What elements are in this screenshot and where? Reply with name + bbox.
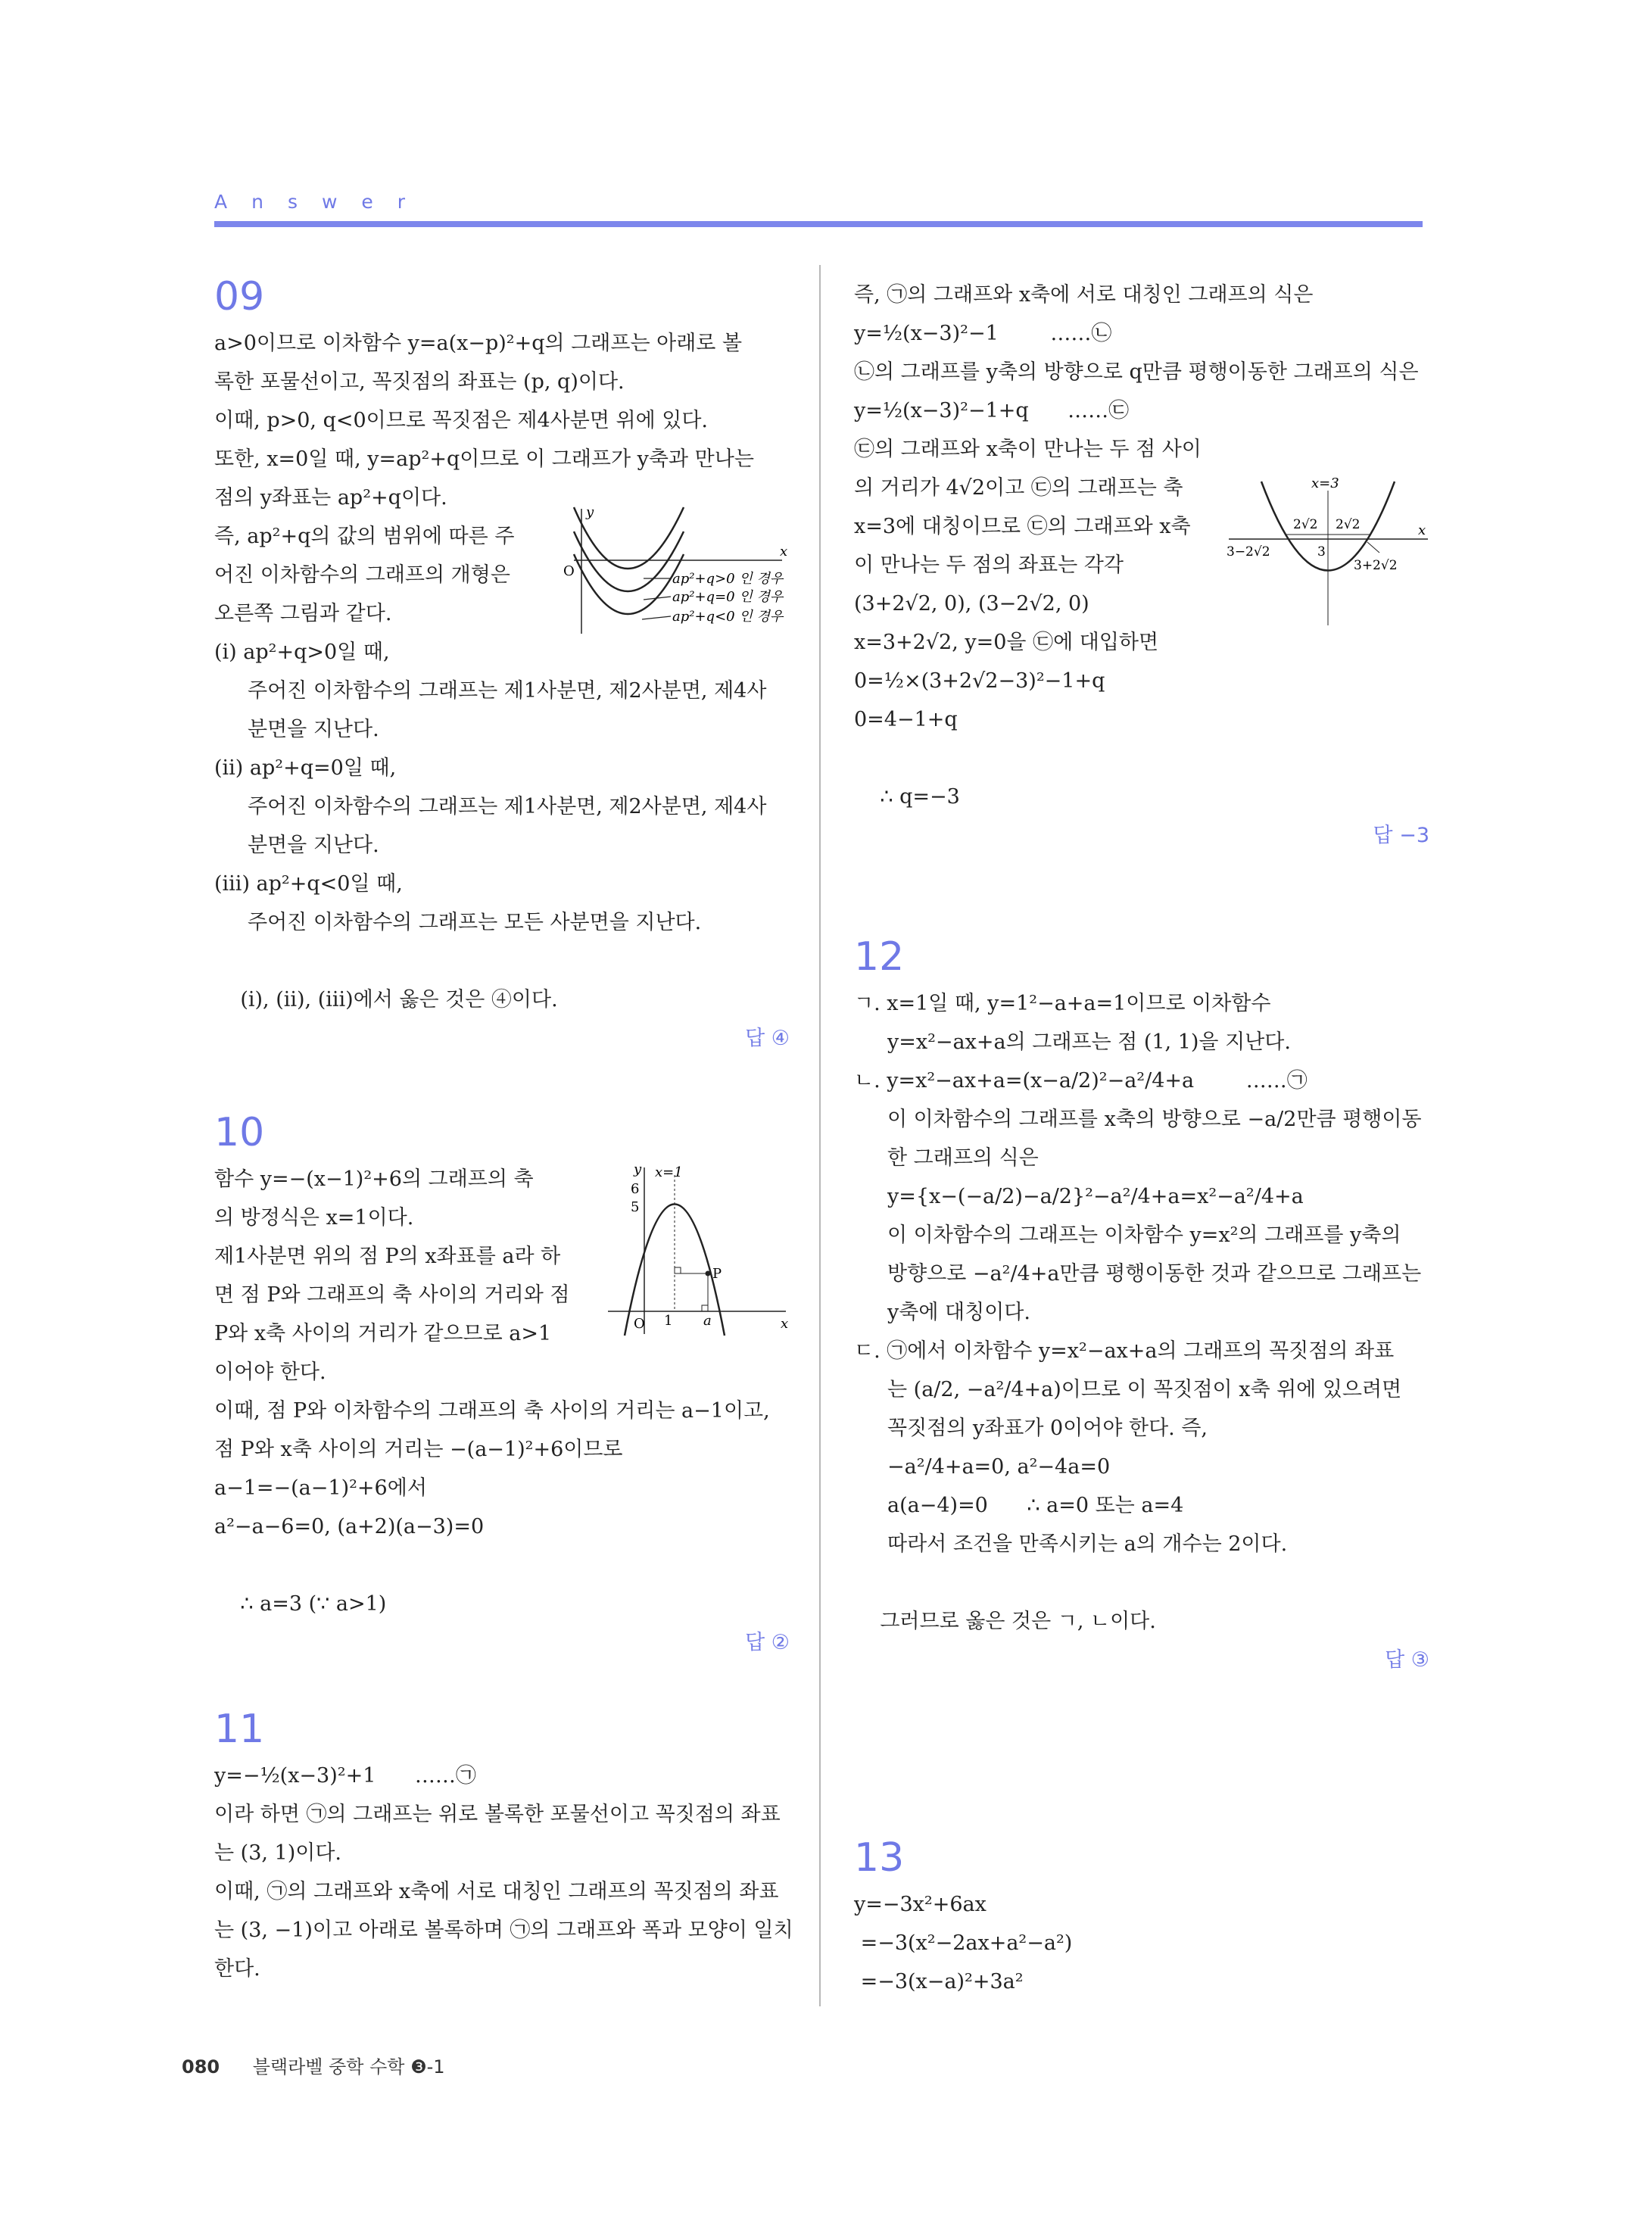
text-line: a−1=−(a−1)²+6에서: [214, 1476, 427, 1500]
text-line: 이때, 점 P와 이차함수의 그래프의 축 사이의 거리는 a−1이고,: [214, 1399, 770, 1423]
problem-number: 13: [854, 1835, 905, 1881]
tick-label-a: a: [703, 1313, 712, 1329]
answer-label: 답 −3: [1373, 824, 1429, 847]
text-line: 는 (3, 1)이다.: [214, 1841, 341, 1865]
text-line: ㄱ. x=1일 때, y=1²−a+a=1이므로 이차함수: [854, 992, 1271, 1015]
text-line: 는 (a/2, −a²/4+a)이므로 이 꼭짓점이 x축 위에 있으려면: [887, 1378, 1402, 1401]
text-line: 한 그래프의 식은: [887, 1146, 1039, 1170]
text-line: [214, 1546, 790, 1654]
tick-label-5: 5: [631, 1199, 640, 1215]
half-distance-right: 2√2: [1336, 517, 1361, 532]
problem-number: 12: [854, 934, 905, 980]
text-line: 점의 y좌표는 ap²+q이다.: [214, 486, 447, 510]
text-line: 오른쪽 그림과 같다.: [214, 602, 392, 625]
text-line: 함수 y=−(x−1)²+6의 그래프의 축: [214, 1167, 534, 1191]
book-title: 블랙라벨 중학 수학 ❸-1: [252, 2056, 445, 2078]
section-13: [854, 1835, 1429, 2001]
header-rule: [214, 221, 1423, 227]
page-number: 080: [182, 2056, 220, 2078]
tick-label-6: 6: [631, 1181, 640, 1197]
text-line: 분면을 지난다.: [248, 834, 379, 857]
text-line: a²−a−6=0, (a+2)(a−3)=0: [214, 1515, 485, 1538]
text-line: 록한 포물선이고, 꼭짓점의 좌표는 (p, q)이다.: [214, 370, 625, 394]
text-line: ㉢의 그래프와 x축이 만나는 두 점 사이: [854, 438, 1202, 461]
axis-of-symmetry-label: x=1: [655, 1164, 683, 1180]
x-axis-label: x: [781, 1316, 789, 1332]
text-line: y=x²−ax+a의 그래프는 점 (1, 1)을 지난다.: [887, 1030, 1291, 1054]
point-p-label: P: [712, 1266, 722, 1282]
case-label-zero: ap²+q=0 인 경우: [672, 589, 784, 605]
section-11-continued: [854, 276, 1429, 847]
section-09: [214, 274, 790, 1050]
text-line: 이 이차함수의 그래프는 이차함수 y=x²의 그래프를 y축의: [887, 1223, 1401, 1247]
text-line: 주어진 이차함수의 그래프는 제1사분면, 제2사분면, 제4사: [248, 795, 767, 818]
y-axis-label: y: [586, 504, 594, 520]
figure-11-parabola: [1225, 474, 1429, 625]
origin-label: O: [563, 563, 575, 579]
text-line: (ⅲ) ap²+q<0일 때,: [214, 872, 403, 896]
text-line: 꼭짓점의 y좌표가 0이어야 한다. 즉,: [887, 1417, 1208, 1440]
text-line: 이때, ㉠의 그래프와 x축에 서로 대칭인 그래프의 꼭짓점의 좌표: [214, 1880, 779, 1903]
text-line: 또한, x=0일 때, y=ap²+q이므로 이 그래프가 y축과 만나는: [214, 447, 754, 471]
case-label-negative: ap²+q<0 인 경우: [672, 609, 784, 625]
text-line: 어진 이차함수의 그래프의 개형은: [214, 563, 510, 587]
figure-09-parabolas: [559, 501, 786, 637]
answer-label: 답 ④: [745, 1027, 790, 1050]
figure-10-parabola: [600, 1160, 790, 1342]
conclusion-text: ∴ q=−3: [880, 785, 960, 809]
text-line: 이 만나는 두 점의 좌표는 각각: [854, 553, 1124, 577]
text-line: y축에 대칭이다.: [887, 1301, 1030, 1324]
text-line: 이때, p>0, q<0이므로 꼭짓점은 제4사분면 위에 있다.: [214, 409, 708, 432]
answer-label: 답 ③: [1385, 1648, 1429, 1672]
text-line: 한다.: [214, 1957, 260, 1981]
text-line: 주어진 이차함수의 그래프는 모든 사분면을 지난다.: [248, 911, 702, 934]
text-line: a(a−4)=0 ∴ a=0 또는 a=4: [887, 1494, 1184, 1517]
y-axis-label: y: [634, 1161, 642, 1177]
text-line: 따라서 조건을 만족시키는 a의 개수는 2이다.: [887, 1532, 1288, 1556]
text-line: 점 P와 x축 사이의 거리는 −(a−1)²+6이므로: [214, 1438, 623, 1461]
text-line: 0=4−1+q: [854, 708, 958, 731]
text-line: ㉡의 그래프를 y축의 방향으로 q만큼 평행이동한 그래프의 식은: [854, 360, 1419, 384]
conclusion-text: (ⅰ), (ⅱ), (ⅲ)에서 옳은 것은 ④이다.: [240, 988, 558, 1012]
text-line: y=−3x²+6ax: [854, 1893, 987, 1916]
text-line: 0=½×(3+2√2−3)²−1+q: [854, 669, 1105, 693]
problem-number: 10: [214, 1110, 265, 1155]
x-axis-label: x: [1418, 522, 1426, 538]
text-line: −a²/4+a=0, a²−4a=0: [887, 1455, 1111, 1479]
column-divider: [819, 265, 821, 2006]
text-line: ㄷ. ㉠에서 이차함수 y=x²−ax+a의 그래프의 꼭짓점의 좌표: [854, 1339, 1395, 1363]
conclusion-text: 그러므로 옳은 것은 ㄱ, ㄴ이다.: [880, 1610, 1156, 1633]
axis-of-symmetry-label: x=3: [1311, 475, 1339, 491]
root-right-label: 3+2√2: [1354, 558, 1398, 573]
problem-number: 09: [214, 274, 265, 320]
text-line: x=3에 대칭이므로 ㉢의 그래프와 x축: [854, 515, 1191, 538]
case-label-positive: ap²+q>0 인 경우: [672, 571, 784, 587]
root-left-label: 3−2√2: [1227, 544, 1270, 560]
text-line: a>0이므로 이차함수 y=a(x−p)²+q의 그래프는 아래로 볼: [214, 332, 743, 355]
section-11: [214, 1707, 793, 1988]
text-line: y={x−(−a/2)−a/2}²−a²/4+a=x²−a²/4+a: [887, 1185, 1304, 1208]
text-line: 이어야 한다.: [214, 1361, 326, 1384]
text-line: (ⅱ) ap²+q=0일 때,: [214, 756, 397, 780]
section-12: [854, 934, 1429, 1672]
origin-label: O: [634, 1316, 645, 1332]
half-distance-left: 2√2: [1293, 517, 1318, 532]
vertex-x-label: 3: [1317, 544, 1326, 560]
x-axis-label: x: [780, 544, 788, 560]
header-label: Answer: [214, 191, 430, 213]
conclusion-text: ∴ a=3 (∵ a>1): [240, 1592, 387, 1616]
text-line: P와 x축 사이의 거리가 같으므로 a>1: [214, 1322, 552, 1345]
text-line: 방향으로 −a²/4+a만큼 평행이동한 것과 같으므로 그래프는: [887, 1262, 1422, 1286]
page-footer: [182, 2052, 445, 2078]
text-line: 의 거리가 4√2이고 ㉢의 그래프는 축: [854, 476, 1183, 500]
tick-label-1: 1: [664, 1313, 673, 1329]
text-line: 이 이차함수의 그래프를 x축의 방향으로 −a/2만큼 평행이동: [887, 1108, 1422, 1131]
text-line: y=½(x−3)²−1+q ……㉢: [854, 399, 1130, 422]
text-line: [854, 1563, 1429, 1672]
text-line: 의 방정식은 x=1이다.: [214, 1206, 414, 1230]
text-line: 는 (3, −1)이고 아래로 볼록하며 ㉠의 그래프와 폭과 모양이 일치: [214, 1919, 793, 1942]
answer-label: 답 ②: [745, 1631, 790, 1654]
section-10: [214, 1110, 790, 1654]
text-line: ㄴ. y=x²−ax+a=(x−a/2)²−a²/4+a ……㉠: [854, 1069, 1308, 1093]
text-line: 주어진 이차함수의 그래프는 제1사분면, 제2사분면, 제4사: [248, 679, 767, 703]
text-line: =−3(x−a)²+3a²: [854, 1970, 1024, 1993]
text-line: 즉, ap²+q의 값의 범위에 따른 주: [214, 525, 515, 548]
text-line: y=−½(x−3)²+1 ……㉠: [214, 1764, 476, 1788]
text-line: [854, 739, 1429, 847]
text-line: [214, 942, 790, 1050]
text-line: (3+2√2, 0), (3−2√2, 0): [854, 592, 1089, 616]
text-line: 면 점 P와 그래프의 축 사이의 거리와 점: [214, 1283, 570, 1307]
text-line: (ⅰ) ap²+q>0일 때,: [214, 641, 390, 664]
text-line: 이라 하면 ㉠의 그래프는 위로 볼록한 포물선이고 꼭짓점의 좌표: [214, 1803, 781, 1826]
text-line: =−3(x²−2ax+a²−a²): [854, 1931, 1073, 1955]
text-line: x=3+2√2, y=0을 ㉢에 대입하면: [854, 631, 1159, 654]
text-line: 제1사분면 위의 점 P의 x좌표를 a라 하: [214, 1245, 561, 1268]
problem-number: 11: [214, 1707, 265, 1752]
text-line: 분면을 지난다.: [248, 718, 379, 741]
text-line: 즉, ㉠의 그래프와 x축에 서로 대칭인 그래프의 식은: [854, 283, 1314, 307]
text-line: y=½(x−3)²−1 ……㉡: [854, 322, 1112, 345]
